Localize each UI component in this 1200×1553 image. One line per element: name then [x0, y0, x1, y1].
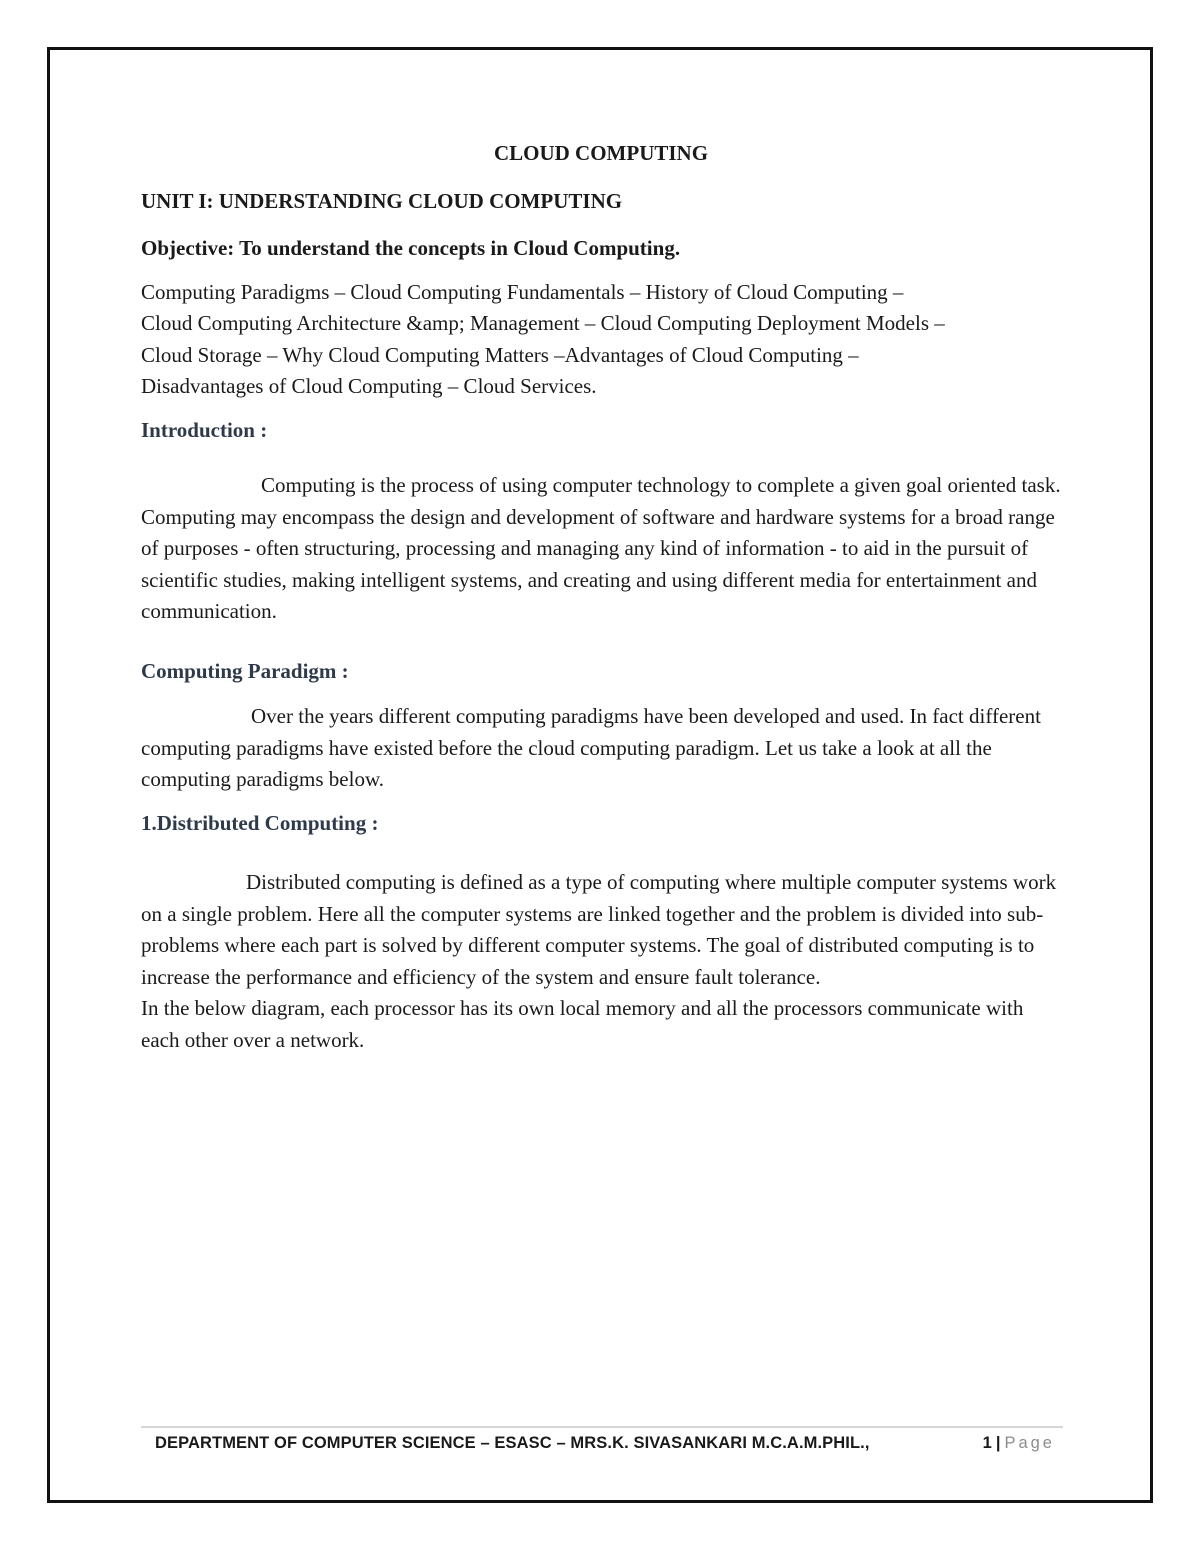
introduction-paragraph: Computing is the process of using computer technology to complete a given goal oriented task. Computing may encompass the design and development of software and hardware systems for a broad range of purposes - often structuring, processing and managing any kind of information - to aid in the pursuit of scientific studies, making intelligent systems, and creating and using different media for entertainment and communication.	[141, 473, 1061, 623]
page-footer	[141, 1432, 1063, 1460]
distributed-computing-heading: 1.Distributed Computing :	[141, 810, 379, 835]
computing-paradigm-heading: Computing Paradigm :	[141, 658, 349, 683]
footer-separator: |	[995, 1434, 1001, 1452]
topics-line: Cloud Storage – Why Cloud Computing Matters –Advantages of Cloud Computing –	[141, 342, 859, 367]
topics-line: Disadvantages of Cloud Computing – Cloud Services.	[141, 374, 597, 398]
topics-list	[141, 277, 1061, 403]
document-title: CLOUD COMPUTING	[493, 141, 709, 165]
page-label: Page	[1004, 1434, 1055, 1452]
introduction-heading: Introduction :	[141, 417, 268, 442]
document-body	[141, 138, 1061, 1056]
computing-paradigm-paragraph: Over the years different computing paradigms have been developed and used. In fact different computing paradigms have existed before the cloud computing paradigm. Let us take a look at all the computing paradigms below.	[141, 704, 1041, 791]
distributed-computing-paragraph-2: In the below diagram, each processor has its own local memory and all the processors communicate with each other over a network.	[141, 996, 1024, 1052]
topics-line: Cloud Computing Architecture &amp; Management – Cloud Computing Deployment Models –	[141, 311, 945, 335]
topics-line: Computing Paradigms – Cloud Computing Fundamentals – History of Cloud Computing –	[141, 279, 904, 304]
distributed-computing-paragraph: Distributed computing is defined as a type of computing where multiple computer systems work on a single problem. Here all the computer systems are linked together and the problem is divided into sub-problems where each part is solved by different computer systems. The goal of distributed computing is to increase the performance and efficiency of the system and ensure fault tolerance.	[141, 870, 1057, 989]
footer-divider	[141, 1426, 1063, 1428]
footer-page-indicator	[983, 1434, 1055, 1453]
unit-title: UNIT I: UNDERSTANDING CLOUD COMPUTING	[141, 188, 623, 213]
objective: Objective: To understand the concepts in Cloud Computing.	[141, 236, 681, 260]
page-number: 1	[982, 1434, 992, 1452]
footer-department: DEPARTMENT OF COMPUTER SCIENCE – ESASC – MRS.K. SIVASANKARI M.C.A.M.PHIL.,	[155, 1434, 870, 1452]
